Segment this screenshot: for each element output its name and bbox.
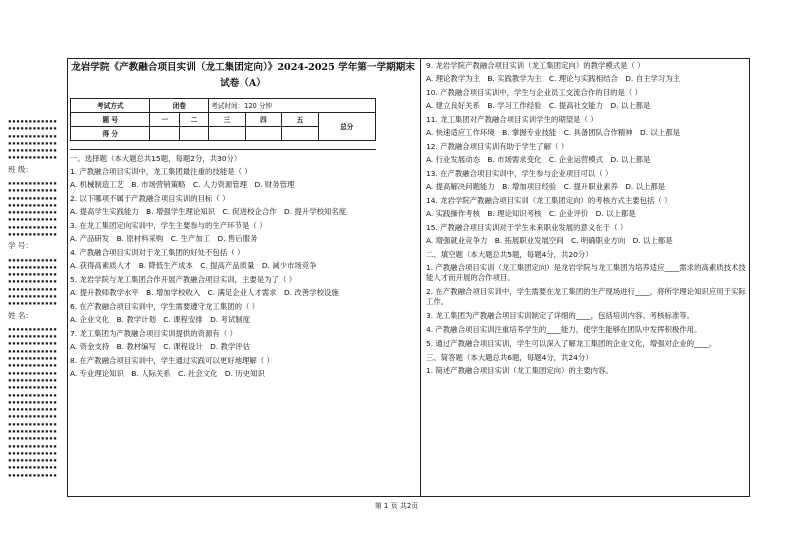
question-13-options: A. 提高解决问题能力 B. 增加项目经验 C. 提升职业素养 D. 以上都是 (426, 182, 666, 191)
fill-1: 1. 产教融合项目实训（龙工集团定向）是龙岩学院与龙工集团为培养适应____需求的高素质技术技能人才而开展的合作项目。 (426, 263, 746, 282)
col-4: 四 (245, 113, 281, 127)
exam-mode-label: 考试方式 (71, 99, 150, 113)
question-1: 1. 产教融合项目实训中，龙工集团最注重的技能是（ ） (70, 167, 252, 176)
left-column (70, 60, 416, 383)
question-4-options: A. 获得高素质人才 B. 降低生产成本 C. 提高产品质量 D. 减少市场竞争 (70, 261, 317, 270)
question-3: 3. 在龙工集团定向实训中，学生主要参与的生产环节是（ ） (70, 221, 267, 230)
question-5-options: A. 提升教师教学水平 B. 增加学校收入 C. 满足企业人才需求 D. 改善学校设施 (70, 288, 339, 297)
question-6: 6. 在产教融合项目实训中，学生需要遵守龙工集团的（ ） (70, 302, 260, 311)
fill-4: 4. 产教融合项目实训注重培养学生的____能力，使学生能够在团队中发挥积极作用。 (426, 325, 702, 334)
question-11: 11. 龙工集团对产教融合项目实训学生的期望是（ ） (426, 115, 598, 124)
question-5: 5. 龙岩学院与龙工集团合作开展产教融合项目实训，主要是为了（ ） (70, 275, 297, 284)
question-12-options: A. 行业发展动态 B. 市场需求变化 C. 企业运营模式 D. 以上都是 (426, 155, 651, 164)
column-divider (420, 58, 421, 497)
section-3-heading: 三、简答题（本大题总共6题，每题4分，共24分） (426, 353, 593, 362)
question-1-options: A. 机械制造工艺 B. 市场营销策略 C. 人力资源管理 D. 财务管理 (70, 180, 295, 189)
score-cell-4[interactable] (245, 127, 281, 141)
score-cell-1[interactable] (150, 127, 179, 141)
short-answer-1: 1. 简述产教融合项目实训（龙工集团定向）的主要内容。 (426, 366, 613, 375)
binding-dots-3: ▪▪▪▪▪▪▪▪▪▪▪▪ ▪▪▪▪▪▪▪▪▪▪▪▪ ▪▪▪▪▪▪▪▪▪▪▪▪ ▪▪▪▪▪▪▪▪▪▪▪▪ ▪▪▪▪▪▪▪▪▪▪▪▪ ▪▪▪▪▪▪▪▪▪▪▪▪ ▪▪▪▪▪▪▪▪▪▪▪▪ (8, 256, 58, 308)
question-no-label: 题 号 (71, 113, 150, 127)
col-1: 一 (150, 113, 179, 127)
question-15: 15. 产教融合项目实训对于学生未来职业发展的意义在于（ ） (426, 223, 628, 232)
exam-time: 考试时间：120 分钟 (209, 99, 376, 113)
question-10: 10. 产教融合项目实训中，学生与企业员工交流合作的目的是（ ） (426, 88, 643, 97)
total-label: 总分 (318, 113, 375, 141)
section-2-heading: 二、填空题（本大题总共5题，每题4分，共20分） (426, 250, 593, 259)
col-5: 五 (282, 113, 318, 127)
exam-title: 龙岩学院《产教融合项目实训（龙工集团定向）》2024-2025 学年第一学期期末试卷（A） (71, 62, 415, 89)
question-9-options: A. 理论教学为主 B. 实践教学为主 C. 理论与实践相结合 D. 自主学习为主 (426, 74, 680, 83)
question-2: 2. 以下哪项不属于产教融合项目实训的目标（ ） (70, 194, 230, 203)
binding-dots-4: ▪▪▪▪▪▪▪▪▪▪▪▪ ▪▪▪▪▪▪▪▪▪▪▪▪ ▪▪▪▪▪▪▪▪▪▪▪▪ ▪▪▪▪▪▪▪▪▪▪▪▪ ▪▪▪▪▪▪▪▪▪▪▪▪ ▪▪▪▪▪▪▪▪▪▪▪▪ ▪▪▪▪▪▪▪▪▪▪▪▪ ▪▪▪▪▪▪▪▪▪▪▪▪ ▪▪▪▪▪▪▪▪▪▪▪▪ ▪▪▪▪▪▪▪▪▪▪▪▪ ▪▪▪▪▪▪▪▪▪▪▪▪ ▪▪▪▪▪▪▪▪▪▪▪▪ ▪▪▪▪▪▪▪▪▪▪▪▪ ▪▪▪▪▪▪▪▪▪▪▪▪ ▪▪▪▪▪▪▪▪▪▪▪▪ ▪▪▪▪▪▪▪▪▪▪▪▪ ▪▪▪▪▪▪▪▪▪▪▪▪ ▪▪▪▪▪▪▪▪▪▪▪▪ ▪▪▪▪▪▪▪▪▪▪▪▪ ▪▪▪▪▪▪▪▪▪▪▪▪ ▪▪▪▪▪▪▪▪▪▪▪▪ (8, 325, 58, 479)
question-11-options: A. 快速适应工作环境 B. 掌握专业技能 C. 具备团队合作精神 D. 以上都是 (426, 128, 680, 137)
exam-mode-value: 闭卷 (150, 99, 209, 113)
question-7-options: A. 资金支持 B. 教材编写 C. 课程设计 D. 教学评估 (70, 342, 251, 351)
student-id-label: 学 号： (8, 241, 33, 251)
question-9: 9. 龙岩学院产教融合项目实训（龙工集团定向）的教学模式是（ ） (426, 61, 645, 70)
question-7: 7. 龙工集团为产教融合项目实训提供的资源有（ ） (70, 329, 237, 338)
class-label: 班 级： (8, 164, 33, 174)
col-3: 三 (209, 113, 245, 127)
question-2-options: A. 提高学生实践能力 B. 增强学生理论知识 C. 促进校企合作 D. 提升学校知名度 (70, 207, 347, 216)
question-15-options: A. 增强就业竞争力 B. 拓展职业发展空间 C. 明确职业方向 D. 以上都是 (426, 236, 673, 245)
question-8: 8. 在产教融合项目实训中，学生通过实践可以更好地理解（ ） (70, 356, 274, 365)
question-6-options: A. 企业文化 B. 教学计划 C. 课程安排 D. 考试制度 (70, 315, 251, 324)
question-14: 14. 龙岩学院产教融合项目实训（龙工集团定向）的考核方式主要包括（ ） (426, 196, 672, 205)
fill-3: 3. 龙工集团为产教融合项目实训制定了详细的____，包括培训内容、考核标准等。 (426, 311, 695, 320)
name-label: 姓 名： (8, 310, 33, 320)
score-cell-5[interactable] (282, 127, 318, 141)
score-cell-3[interactable] (209, 127, 245, 141)
binding-strip (8, 118, 58, 479)
fill-5: 5. 通过产教融合项目实训，学生可以深入了解龙工集团的企业文化，增强对企业的____。 (426, 339, 717, 348)
section-1-heading: 一、选择题（本大题总共15题，每题2分，共30分） (70, 154, 242, 163)
question-13: 13. 在产教融合项目实训中，学生参与企业项目可以（ ） (426, 169, 613, 178)
page-footer: 第 1 页 共2页 (374, 502, 419, 510)
question-8-options: A. 专业理论知识 B. 人际关系 C. 社会文化 D. 历史知识 (70, 369, 265, 378)
score-cell-2[interactable] (179, 127, 208, 141)
fill-2: 2. 在产教融合项目实训中，学生需要在龙工集团的生产现场进行____，将所学理论知识应用于实际工作。 (426, 287, 746, 306)
header-rule (70, 149, 376, 150)
score-table (70, 98, 376, 141)
binding-dots-1: ▪▪▪▪▪▪▪▪▪▪▪▪ ▪▪▪▪▪▪▪▪▪▪▪▪ ▪▪▪▪▪▪▪▪▪▪▪▪ ▪▪▪▪▪▪▪▪▪▪▪▪ ▪▪▪▪▪▪▪▪▪▪▪▪ ▪▪▪▪▪▪▪▪▪▪▪▪ (8, 118, 58, 162)
binding-dots-2: ▪▪▪▪▪▪▪▪▪▪▪▪ ▪▪▪▪▪▪▪▪▪▪▪▪ ▪▪▪▪▪▪▪▪▪▪▪▪ ▪▪▪▪▪▪▪▪▪▪▪▪ ▪▪▪▪▪▪▪▪▪▪▪▪ ▪▪▪▪▪▪▪▪▪▪▪▪ ▪▪▪▪▪▪▪▪▪▪▪▪ ▪▪▪▪▪▪▪▪▪▪▪▪ (8, 179, 58, 239)
score-label: 得 分 (71, 127, 150, 141)
right-column (426, 60, 746, 377)
col-2: 二 (179, 113, 208, 127)
question-4: 4. 产教融合项目实训对于龙工集团的好处不包括（ ） (70, 248, 245, 257)
question-14-options: A. 实践操作考核 B. 理论知识考核 C. 企业评价 D. 以上都是 (426, 209, 636, 218)
question-12: 12. 产教融合项目实训有助于学生了解（ ） (426, 142, 569, 151)
question-10-options: A. 建立良好关系 B. 学习工作经验 C. 提高社交能力 D. 以上都是 (426, 101, 651, 110)
question-3-options: A. 产品研发 B. 原材料采购 C. 生产加工 D. 售后服务 (70, 234, 258, 243)
